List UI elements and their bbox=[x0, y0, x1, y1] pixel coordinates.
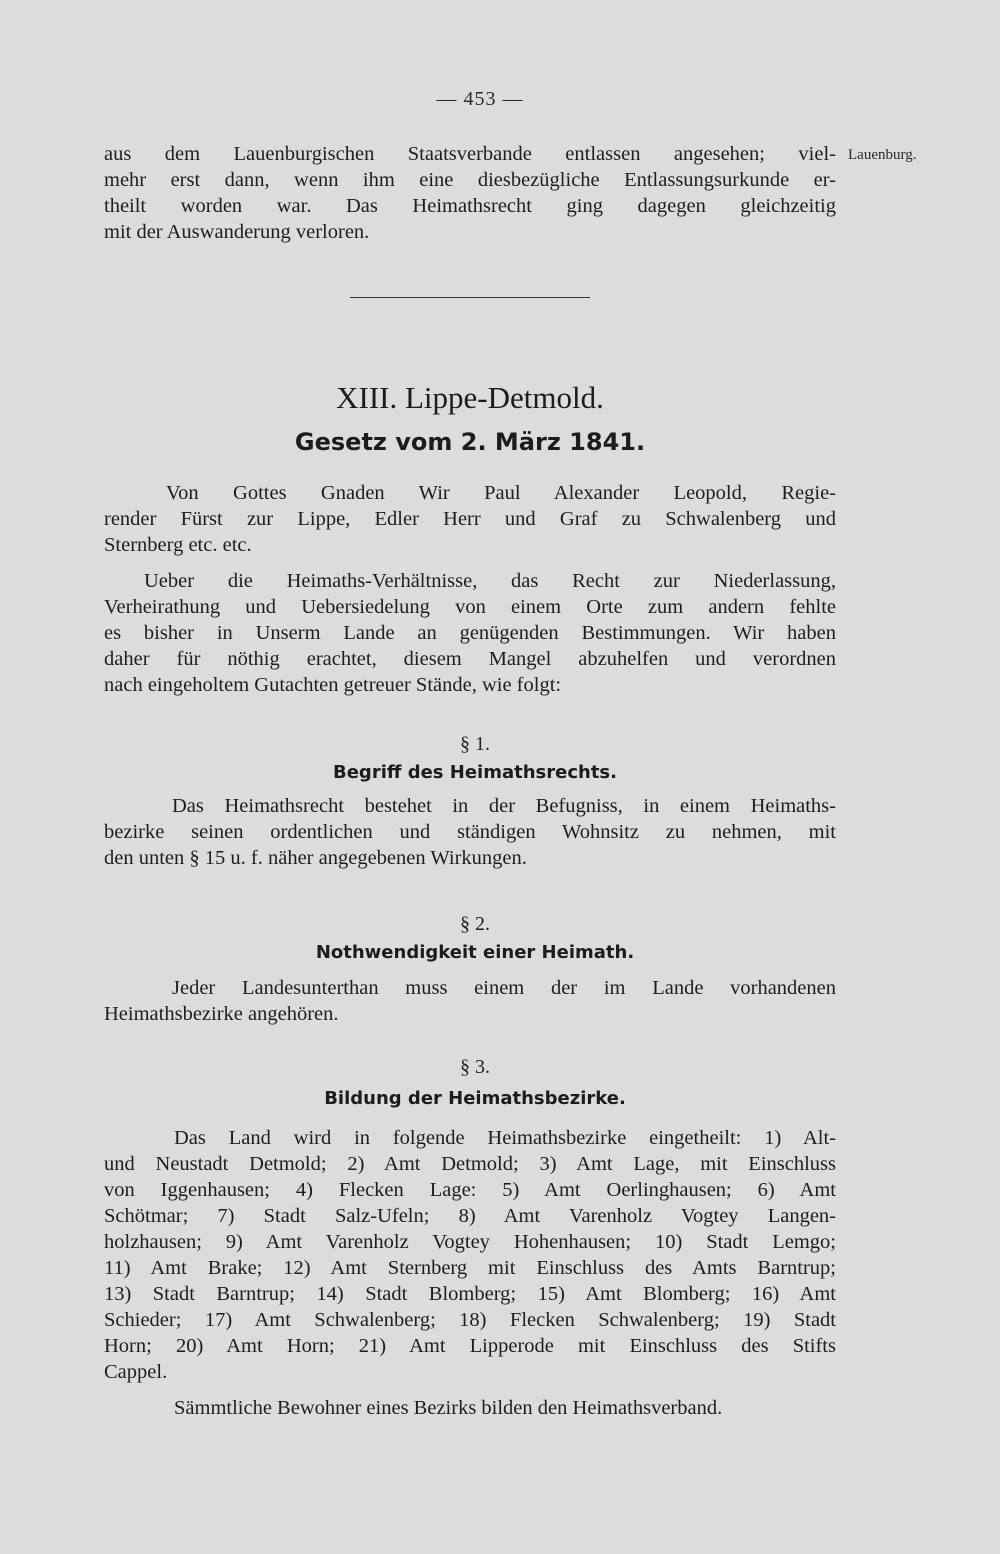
section-line: bezirke seinen ordentlichen und ständigen Wohnsitz zu nehmen, mit bbox=[104, 821, 836, 843]
preamble2-line: Verheirathung und Uebersiedelung von einem Orte zum andern fehlte bbox=[104, 596, 836, 618]
section-line: und Neustadt Detmold; 2) Amt Detmold; 3) Amt Lage, mit Einschluss bbox=[104, 1153, 836, 1175]
margin-note: Lauenburg. bbox=[848, 147, 917, 163]
section-body bbox=[104, 975, 836, 1027]
section-line: Heimathsbezirke angehören. bbox=[104, 1003, 339, 1025]
preamble-line: Von Gottes Gnaden Wir Paul Alexander Leopold, Regie- bbox=[166, 482, 836, 504]
intro-line: theilt worden war. Das Heimathsrecht ging dagegen gleichzeitig bbox=[104, 195, 836, 217]
law-title: Gesetz vom 2. März 1841. bbox=[294, 428, 646, 456]
section-body bbox=[104, 1125, 836, 1421]
preamble2-line: daher für nöthig erachtet, diesem Mangel abzuhelfen und verordnen bbox=[104, 648, 836, 670]
section-line: Das Heimathsrecht bestehet in der Befugniss, in einem Heimaths- bbox=[172, 795, 836, 817]
section-line: 11) Amt Brake; 12) Amt Sternberg mit Einschluss des Amts Barntrup; bbox=[104, 1257, 836, 1279]
preamble2-line: Ueber die Heimaths-Verhältnisse, das Recht zur Niederlassung, bbox=[144, 570, 836, 592]
preamble-line: Sternberg etc. etc. bbox=[104, 534, 252, 556]
section-line: Schötmar; 7) Stadt Salz-Ufeln; 8) Amt Varenholz Vogtey Langen- bbox=[104, 1205, 836, 1227]
chapter-title: XIII. Lippe-Detmold. bbox=[336, 380, 604, 415]
page-number: — 453 — bbox=[436, 88, 524, 110]
section-line: von Iggenhausen; 4) Flecken Lage: 5) Amt Oerlinghausen; 6) Amt bbox=[104, 1179, 836, 1201]
section-line: Horn; 20) Amt Horn; 21) Amt Lipperode mit Einschluss des Stifts bbox=[104, 1335, 836, 1357]
intro-line: mehr erst dann, wenn ihm eine diesbezügliche Entlassungsurkunde er- bbox=[104, 169, 836, 191]
section-line: Schieder; 17) Amt Schwalenberg; 18) Flecken Schwalenberg; 19) Stadt bbox=[104, 1309, 836, 1331]
section-number: § 3. bbox=[460, 1056, 490, 1078]
section-title: Begriff des Heimathsrechts. bbox=[333, 762, 617, 783]
section-line: Cappel. bbox=[104, 1361, 168, 1383]
section-title: Nothwendigkeit einer Heimath. bbox=[315, 942, 635, 963]
section-number: § 1. bbox=[460, 733, 490, 755]
intro-line: mit der Auswanderung verloren. bbox=[104, 221, 370, 243]
preamble2-paragraph bbox=[104, 568, 836, 698]
section-divider bbox=[350, 297, 590, 298]
section-line: 13) Stadt Barntrup; 14) Stadt Blomberg; 15) Amt Blomberg; 16) Amt bbox=[104, 1283, 836, 1305]
preamble2-line: es bisher in Unserm Lande an genügenden Bestimmungen. Wir haben bbox=[104, 622, 836, 644]
preamble-line: render Fürst zur Lippe, Edler Herr und Graf zu Schwalenberg und bbox=[104, 508, 836, 530]
preamble-paragraph bbox=[104, 480, 836, 558]
intro-line: aus dem Lauenburgischen Staatsverbande entlassen angesehen; viel- bbox=[104, 143, 836, 165]
section-line: holzhausen; 9) Amt Varenholz Vogtey Hohenhausen; 10) Stadt Lemgo; bbox=[104, 1231, 836, 1253]
preamble2-line: nach eingeholtem Gutachten getreuer Stände, wie folgt: bbox=[104, 674, 562, 696]
section-closing: Sämmtliche Bewohner eines Bezirks bilden den Heimathsverband. bbox=[174, 1397, 723, 1419]
section-number: § 2. bbox=[460, 913, 490, 935]
intro-paragraph bbox=[104, 141, 836, 245]
section-line: den unten § 15 u. f. näher angegebenen Wirkungen. bbox=[104, 847, 527, 869]
section-body bbox=[104, 793, 836, 871]
section-line: Das Land wird in folgende Heimathsbezirke eingetheilt: 1) Alt- bbox=[174, 1127, 836, 1149]
section-line: Jeder Landesunterthan muss einem der im Lande vorhandenen bbox=[172, 977, 836, 999]
section-title: Bildung der Heimathsbezirke. bbox=[324, 1088, 626, 1109]
